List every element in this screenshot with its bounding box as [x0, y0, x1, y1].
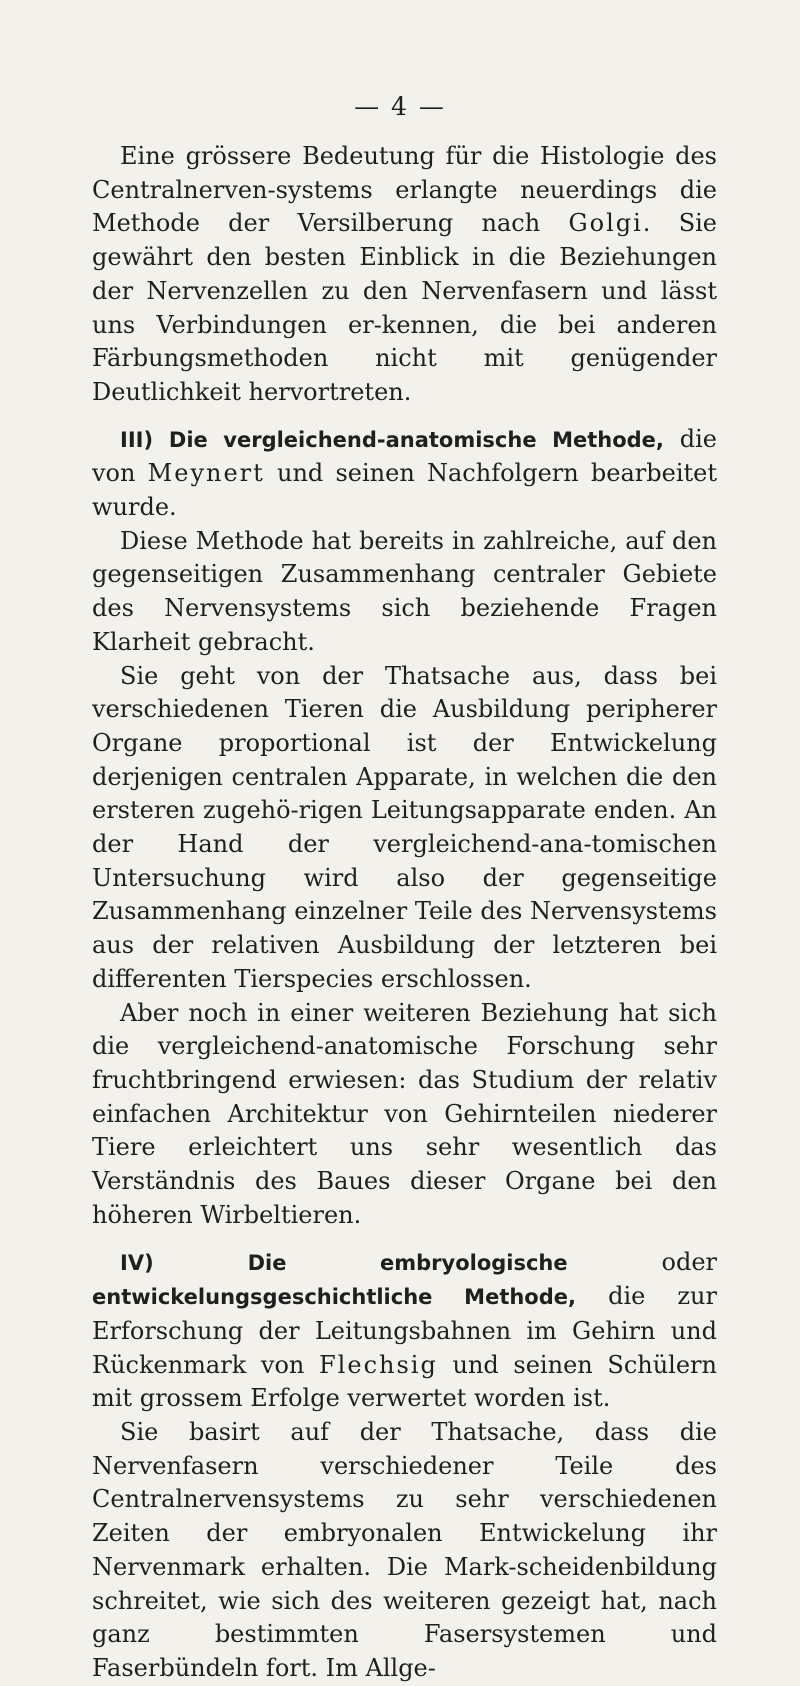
method-heading-developmental: entwickelungsgeschichtliche Methode, — [92, 1285, 576, 1310]
p6-text-a: oder — [567, 1247, 717, 1276]
p6-text-b: die zur Erforschung der Leitungsbahnen im Gehirn und Rückenmark von — [92, 1282, 717, 1379]
method-heading-embryological: Die embryologische — [247, 1250, 568, 1275]
paragraph-1 — [92, 140, 717, 410]
section-number-iv: IV) — [120, 1250, 154, 1275]
page-body — [92, 140, 717, 1686]
name-meynert: Meynert — [147, 459, 265, 488]
section-number-iii: III) — [120, 427, 154, 452]
paragraph-2 — [92, 423, 717, 525]
paragraph-4: Sie geht von der Thatsache aus, dass bei verschiedenen Tieren die Ausbildung peripherer Organe proportional ist der Entwickelung derjenigen centralen Apparate, in welchen die den ersteren zugehö-rigen Leitungsapparate enden. An der Hand der vergleichend-ana-tomischen Untersuchung wird also der gegenseitige Zusammenhang einzelner Teile des Nervensystems aus der relativen Ausbildung der letzteren bei differenten Tierspecies erschlossen. — [92, 661, 717, 993]
p1-text-a: Eine grössere Bedeutung für die Histologie des Centralnerven-systems erlangte neuerdings die Methode der Versilberung nach — [92, 142, 717, 238]
page-number-header: — 4 — — [354, 92, 446, 121]
paragraph-7: Sie basirt auf der Thatsache, dass die Nervenfasern verschiedener Teile des Centralnervensystems zu sehr verschiedenen Zeiten der embryonalen Entwickelung ihr Nervenmark erhalten. Die Mark-scheidenbildung schreitet, wie sich des weiteren gezeigt hat, nach ganz bestimmten Fasersystemen und Faserbündeln fort. Im Allge- — [92, 1418, 717, 1682]
p1-text-b: . Sie gewährt den besten Einblick in die Beziehungen der Nervenzellen zu den Nervenfasern und lässt uns Verbindungen er-kennen, die bei anderen Färbungsmethoden nicht mit genügender Deutlichkeit hervortreten. — [92, 209, 718, 406]
p2-text-a: die von — [92, 424, 717, 488]
paragraph-3: Diese Methode hat bereits in zahlreiche, auf den gegenseitigen Zusammenhang centraler Gebiete des Nervensystems sich beziehende Fragen Klarheit gebracht. — [92, 526, 717, 656]
method-heading-comparative: Die vergleichend-anatomische Methode, — [168, 427, 664, 452]
p6-text-c: und seinen Schülern mit grossem Erfolge verwertet worden ist. — [92, 1350, 717, 1413]
name-golgi: Golgi — [568, 209, 643, 238]
p2-text-b: und seinen Nachfolgern bearbeitet wurde. — [92, 459, 717, 522]
name-flechsig: Flechsig — [319, 1350, 438, 1379]
paragraph-5: Aber noch in einer weiteren Beziehung hat sich die vergleichend-anatomische Forschung sehr fruchtbringend erwiesen: das Studium der relativ einfachen Architektur von Gehirnteilen niederer Tiere erleichtert uns sehr wesentlich das Verständnis des Baues dieser Organe bei den höheren Wirbeltieren. — [92, 998, 717, 1229]
paragraph-6 — [92, 1246, 717, 1417]
